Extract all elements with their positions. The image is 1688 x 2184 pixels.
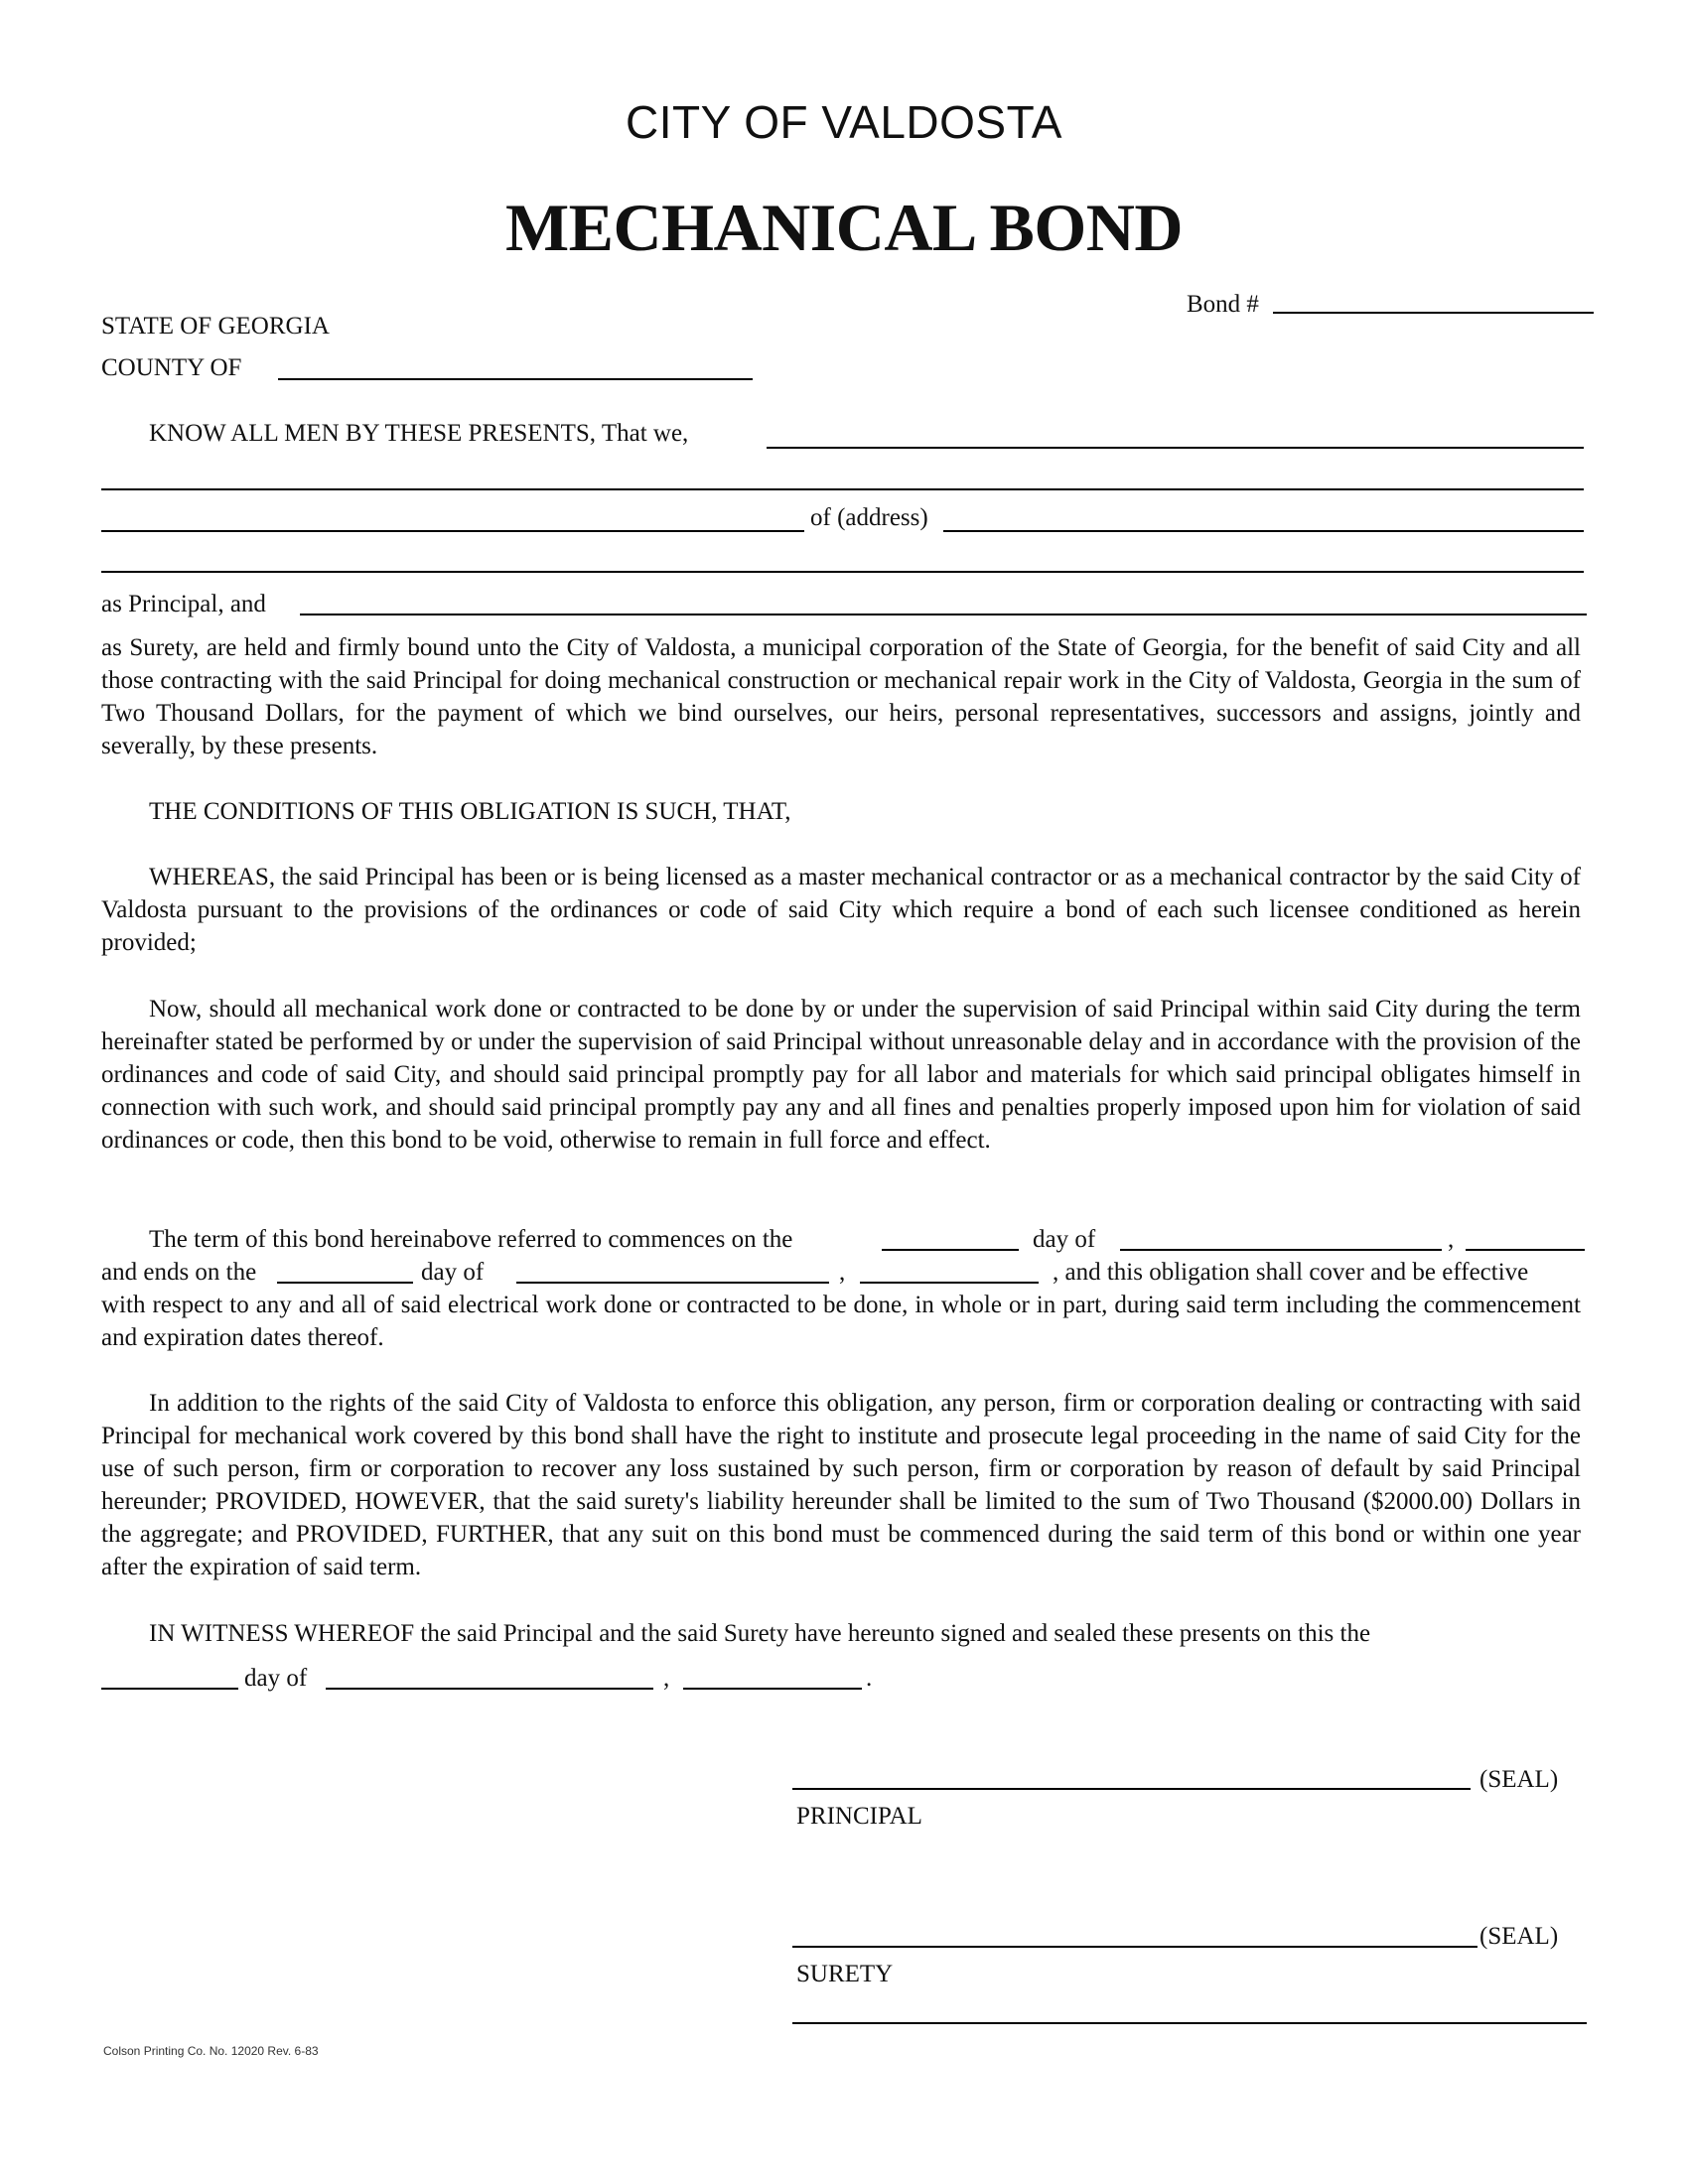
witness-day-field[interactable] bbox=[101, 1688, 238, 1690]
surety-seal-label: (SEAL) bbox=[1479, 1923, 1559, 1950]
address-field[interactable] bbox=[943, 530, 1584, 532]
term-start-year-field[interactable] bbox=[1466, 1249, 1585, 1251]
now-should-paragraph: Now, should all mechanical work done or contracted to be done by or under the supervision of said Principal within said City during the term hereinafter stated be performed by or under the supervision of said Principal without unreasonable delay and in accordance with the provision of the ordinances and code of said City, and should said principal promptly pay for all labor and materials for which said principal obligates himself in connection with such work, and should said principal promptly pay any and all fines and penalties properly imposed upon him for violation of said ordinances or code, then this bond to be void, otherwise to remain in full force and effect. bbox=[101, 996, 1581, 1154]
witness-comma: , bbox=[663, 1665, 670, 1692]
county-label: COUNTY OF bbox=[101, 354, 242, 381]
term-ends-text: and ends on the bbox=[101, 1259, 257, 1286]
term-end-month-field[interactable] bbox=[516, 1282, 829, 1284]
state-label: STATE OF GEORGIA bbox=[101, 313, 330, 340]
city-heading: CITY OF VALDOSTA bbox=[626, 96, 1062, 148]
bond-number-label: Bond # bbox=[1187, 291, 1259, 318]
term-start-text: The term of this bond hereinabove referred to commences on the bbox=[149, 1226, 793, 1253]
address-field-2[interactable] bbox=[101, 571, 1584, 573]
principal-name-field[interactable] bbox=[767, 447, 1584, 449]
conditions-heading: THE CONDITIONS OF THIS OBLIGATION IS SUCH, THAT, bbox=[149, 798, 791, 825]
term-end-comma: , bbox=[839, 1259, 846, 1286]
witness-period: . bbox=[866, 1665, 873, 1692]
surety-signature-line-2[interactable] bbox=[792, 2022, 1587, 2024]
term-effective-text: , and this obligation shall cover and be effective bbox=[1053, 1259, 1529, 1286]
of-address-label: of (address) bbox=[810, 504, 928, 531]
principal-signature-line[interactable] bbox=[792, 1788, 1471, 1790]
principal-name-field-3[interactable] bbox=[101, 530, 804, 532]
term-end-day-of: day of bbox=[421, 1259, 485, 1286]
term-end-year-field[interactable] bbox=[860, 1282, 1039, 1284]
surety-paragraph: as Surety, are held and firmly bound unto the City of Valdosta, a municipal corporation of the State of Georgia, for the benefit of said City and all those contracting with the said Principal for doing mechanical construction or mechanical repair work in the City of Valdosta, Georgia in the sum of Two Thousand Dollars, for the payment of which we bind ourselves, our heirs, personal representatives, successors and assigns, jointly and severally, by these presents. bbox=[101, 634, 1581, 759]
witness-paragraph: IN WITNESS WHEREOF the said Principal and the said Surety have hereunto signed and sealed these presents on this the bbox=[149, 1620, 1371, 1647]
whereas-paragraph: WHEREAS, the said Principal has been or is being licensed as a master mechanical contractor or as a mechanical contractor by the said City of Valdosta pursuant to the provisions of the ordinances or code of said City which require a bond of each such licensee conditioned as herein provided; bbox=[101, 864, 1581, 956]
term-start-month-field[interactable] bbox=[1120, 1249, 1442, 1251]
surety-signature-line[interactable] bbox=[792, 1946, 1477, 1948]
witness-month-field[interactable] bbox=[326, 1688, 653, 1690]
principal-seal-label: (SEAL) bbox=[1479, 1766, 1559, 1793]
surety-name-field[interactable] bbox=[300, 614, 1587, 615]
term-start-comma: , bbox=[1448, 1226, 1455, 1253]
term-rest-paragraph: with respect to any and all of said electrical work done or contracted to be done, in whole or in part, during said term including the commencement and expiration dates thereof. bbox=[101, 1292, 1581, 1351]
as-principal-label: as Principal, and bbox=[101, 591, 266, 617]
term-start-day-of: day of bbox=[1033, 1226, 1096, 1253]
term-end-day-field[interactable] bbox=[277, 1282, 413, 1284]
term-start-day-field[interactable] bbox=[882, 1249, 1019, 1251]
printer-footer: Colson Printing Co. No. 12020 Rev. 6-83 bbox=[103, 2044, 319, 2058]
principal-name-field-2[interactable] bbox=[101, 488, 1584, 490]
addition-paragraph: In addition to the rights of the said City of Valdosta to enforce this obligation, any person, firm or corporation dealing or contracting with said Principal for mechanical work covered by this bond shall have the right to institute and prosecute legal proceeding in the name of said City for the use of such person, firm or corporation to recover any loss sustained by such person, firm or corporation by reason of default by said Principal hereunder; PROVIDED, HOWEVER, that the said surety's liability hereunder shall be limited to the sum of Two Thousand ($2000.00) Dollars in the aggregate; and PROVIDED, FURTHER, that any suit on this bond must be commenced during the said term of this bond or within one year after the expiration of said term. bbox=[101, 1390, 1581, 1580]
witness-year-field[interactable] bbox=[683, 1688, 862, 1690]
county-field[interactable] bbox=[278, 378, 753, 380]
document-title: MECHANICAL BOND bbox=[505, 190, 1183, 265]
principal-label: PRINCIPAL bbox=[796, 1803, 922, 1830]
bond-number-field[interactable] bbox=[1273, 312, 1594, 314]
surety-label: SURETY bbox=[796, 1961, 894, 1987]
know-all-men-text: KNOW ALL MEN BY THESE PRESENTS, That we, bbox=[149, 420, 689, 447]
witness-day-of: day of bbox=[244, 1665, 308, 1692]
